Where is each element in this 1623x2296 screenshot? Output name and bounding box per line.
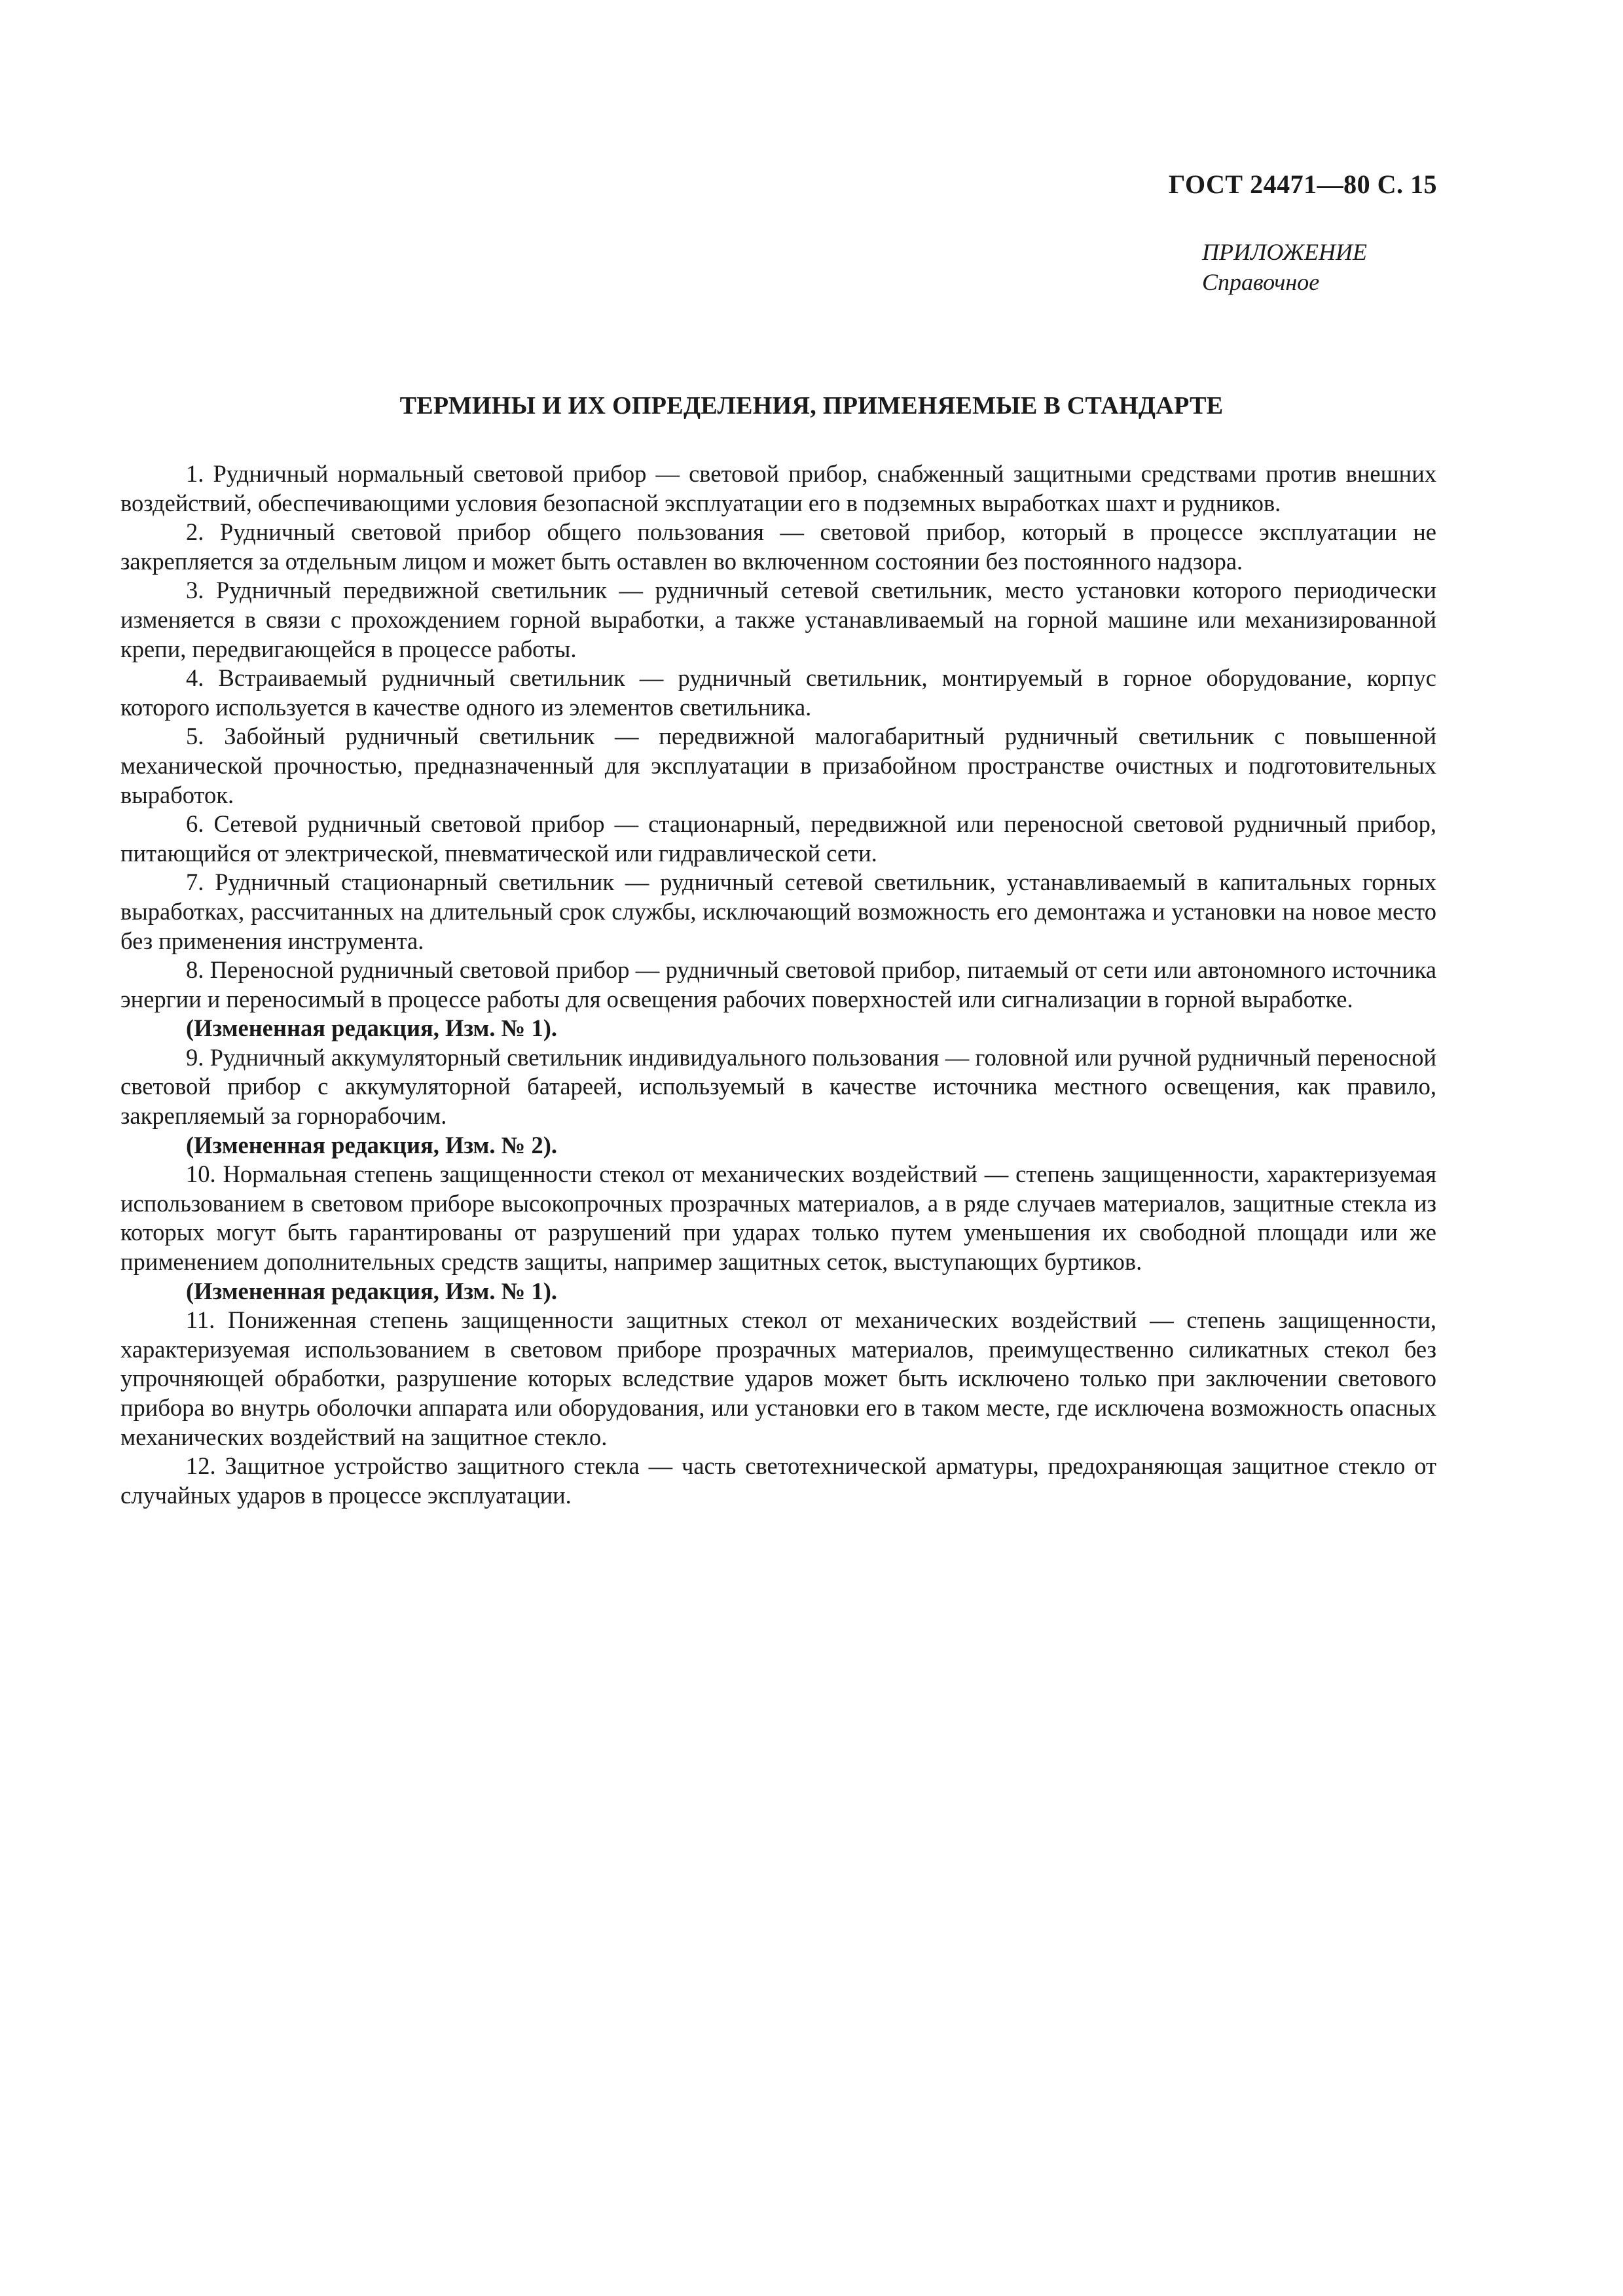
appendix-type: Справочное bbox=[1202, 269, 1320, 295]
edition-note-9: (Измененная редакция, Изм. № 2). bbox=[186, 1131, 557, 1158]
term-paragraph-4: 4. Встраиваемый рудничный светильник — рудничный светильник, монтируемый в горное оборудование, корпус которого используется в качестве одного из элементов светильника. bbox=[120, 664, 1436, 721]
appendix-block bbox=[1202, 237, 1367, 297]
term-paragraph-8: 8. Переносной рудничный световой прибор — рудничный световой прибор, питаемый от сети или автономного источника энергии и переносимый в процессе работы для освещения рабочих поверхностей или сигнализации в горной выработке. bbox=[120, 956, 1436, 1013]
edition-note-8: (Измененная редакция, Изм. № 1). bbox=[186, 1014, 557, 1042]
term-paragraph-11: 11. Пониженная степень защищенности защитных стекол от механических воздействий — степень защищенности, характеризуемая использованием в световом приборе прозрачных материалов, преимущественно силикатных стекол без упрочняющей обработки, разрушение которых вследствие ударов может быть исключено только при заключении светового прибора во внутрь оболочки аппарата или оборудования, или установки его в таком месте, где исключена возможность опасных механических воздействий на защитное стекло. bbox=[120, 1306, 1436, 1450]
term-paragraph-2: 2. Рудничный световой прибор общего пользования — световой прибор, который в процессе эксплуатации не закрепляется за отдельным лицом и может быть оставлен во включенном состоянии без постоянного надзора. bbox=[120, 518, 1436, 575]
document-title: ТЕРМИНЫ И ИХ ОПРЕДЕЛЕНИЯ, ПРИМЕНЯЕМЫЕ В СТАНДАРТЕ bbox=[399, 392, 1224, 420]
edition-note-10: (Измененная редакция, Изм. № 1). bbox=[186, 1277, 557, 1304]
terms-list bbox=[120, 459, 1436, 1510]
term-paragraph-7: 7. Рудничный стационарный светильник — рудничный сетевой светильник, устанавливаемый в капитальных горных выработках, рассчитанных на длительный срок службы, исключающий возможность его демонтажа и установки на новое место без применения инструмента. bbox=[120, 869, 1436, 954]
term-paragraph-1: 1. Рудничный нормальный световой прибор — световой прибор, снабженный защитными средствами против внешних воздействий, обеспечивающими условия безопасной эксплуатации его в подземных выработках шахт и рудников. bbox=[120, 460, 1436, 516]
appendix-label: ПРИЛОЖЕНИЕ bbox=[1202, 239, 1367, 265]
term-paragraph-3: 3. Рудничный передвижной светильник — рудничный сетевой светильник, место установки которого периодически изменяется в связи с прохождением горной выработки, а также устанавливаемый на горной машине или механизированной крепи, передвигающейся в процессе работы. bbox=[120, 577, 1436, 662]
term-paragraph-6: 6. Сетевой рудничный световой прибор — стационарный, передвижной или переносной световой рудничный прибор, питающийся от электрической, пневматической или гидравлической сети. bbox=[120, 810, 1436, 867]
term-paragraph-9: 9. Рудничный аккумуляторный светильник индивидуального пользования — головной или ручной рудничный переносной световой прибор с аккумуляторной батареей, используемый в качестве источника местного освещения, как правило, закрепляемый за горнорабочим. bbox=[120, 1043, 1436, 1130]
term-paragraph-12: 12. Защитное устройство защитного стекла — часть светотехнической арматуры, предохраняющая защитное стекло от случайных ударов в процессе эксплуатации. bbox=[120, 1452, 1436, 1509]
term-paragraph-10: 10. Нормальная степень защищенности стекол от механических воздействий — степень защищенности, характеризуемая использованием в световом приборе высокопрочных прозрачных материалов, а в ряде случаев материалов, защитные стекла из которых могут быть гарантированы от разрушений при ударах только путем уменьшения их свободной площади или же применением дополнительных средств защиты, например защитных сеток, выступающих буртиков. bbox=[120, 1160, 1436, 1276]
term-paragraph-5: 5. Забойный рудничный светильник — передвижной малогабаритный рудничный светильник с повышенной механической прочностью, предназначенный для эксплуатации в призабойном пространстве очистных и подготовительных выработок. bbox=[120, 723, 1436, 808]
page-header-label: ГОСТ 24471—80 С. 15 bbox=[1168, 170, 1437, 199]
